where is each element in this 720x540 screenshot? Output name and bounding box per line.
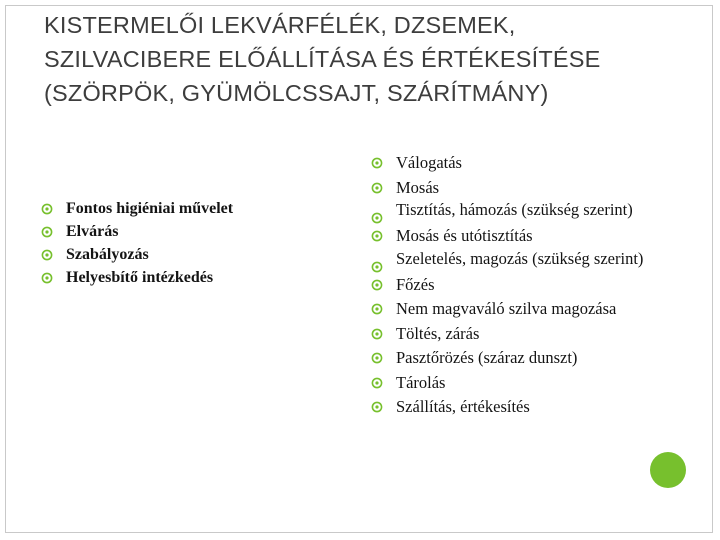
circle-bullet-icon [370,351,384,365]
circle-bullet-icon [40,225,54,239]
list-item-label: Töltés, zárás [396,323,480,343]
right-bullet-list [370,151,690,420]
circle-bullet-icon [370,181,384,195]
list-item [370,151,690,176]
list-item [370,273,690,298]
slide-title: KISTERMELŐI LEKVÁRFÉLÉK, DZSEMEK, SZILVACIBERE ELŐÁLLÍTÁSA ÉS ÉRTÉKESÍTÉSE (SZÖRPÖK, GYÜMÖLCSSAJT, SZÁRÍTMÁNY) [44,12,601,106]
list-item [370,200,690,224]
list-item [370,322,690,347]
left-bullet-list [40,197,340,289]
circle-bullet-icon [370,327,384,341]
list-item-label: Válogatás [396,153,462,172]
circle-bullet-icon [370,211,384,225]
circle-bullet-icon [40,248,54,262]
list-item-label: Mosás és utótisztítás [396,226,533,245]
list-item [370,371,690,396]
list-item-label: Szabályozás [66,246,149,263]
list-item [370,297,690,322]
list-item-label: Pasztőrözés (száraz dunszt) [396,348,578,367]
list-item-label: Tárolás [396,372,446,392]
list-item [40,243,340,266]
list-item-label: Elvárás [66,223,119,240]
list-item-label: Nem magvaváló szilva magozása [396,299,617,318]
circle-bullet-icon [40,271,54,285]
list-item-label: Fontos higiéniai művelet [66,200,234,217]
list-item [370,249,690,273]
list-item-label: Főzés [396,274,435,294]
circle-bullet-icon [370,229,384,243]
circle-bullet-icon [40,202,54,216]
circle-bullet-icon [370,260,384,274]
list-item [40,266,340,289]
decorative-green-circle [650,452,686,488]
list-item [370,395,690,420]
list-item [370,176,690,201]
list-item [370,224,690,249]
circle-bullet-icon [370,302,384,316]
list-item [40,197,340,220]
list-item [370,346,690,371]
list-item-label: Tisztítás, hámozás (szükség szerint) [396,200,633,219]
list-item-label: Szeletelés, magozás (szükség szerint) [396,248,644,268]
circle-bullet-icon [370,278,384,292]
list-item-label: Helyesbítő intézkedés [66,269,214,286]
list-item [40,220,340,243]
circle-bullet-icon [370,400,384,414]
circle-bullet-icon [370,376,384,390]
list-item-label: Mosás [396,177,440,197]
circle-bullet-icon [370,156,384,170]
list-item-label: Szállítás, értékesítés [396,397,530,416]
